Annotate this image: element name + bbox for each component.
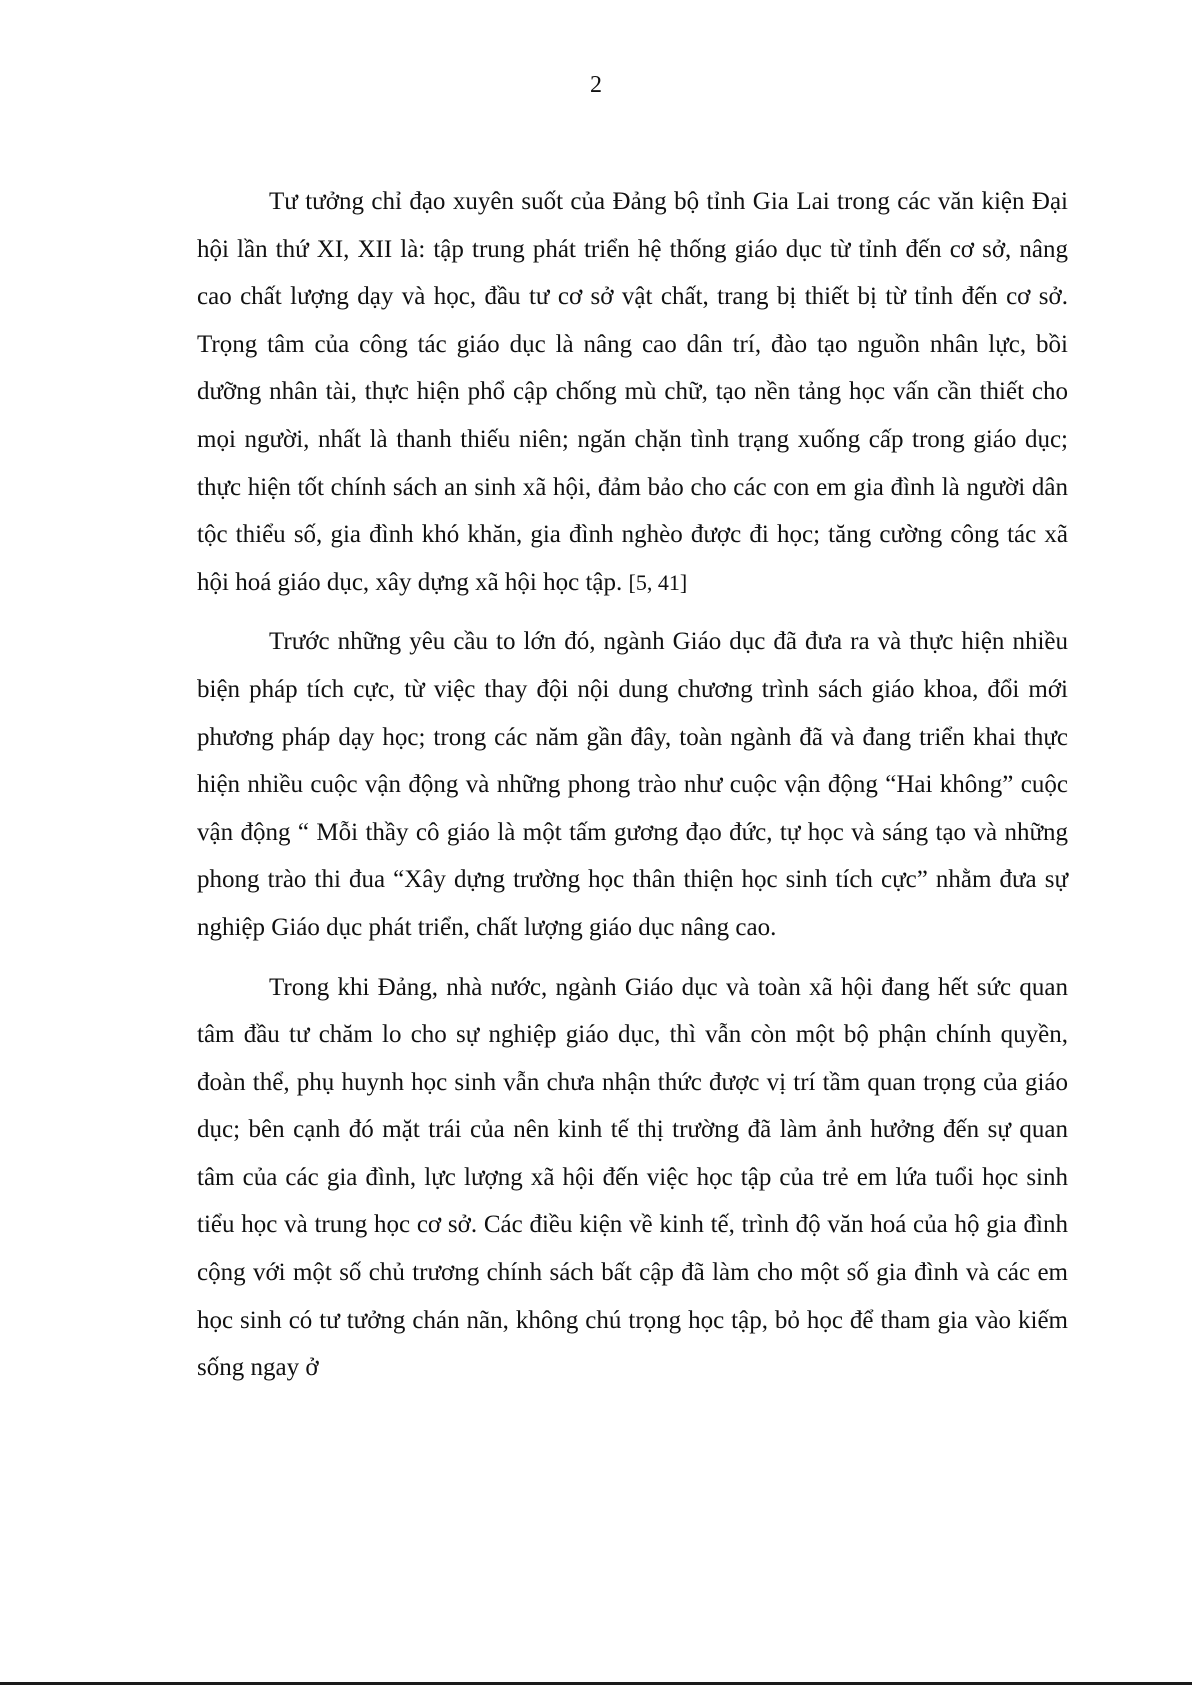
body-text [197, 178, 1068, 1404]
paragraph-1-text: Tư tưởng chỉ đạo xuyên suốt của Đảng bộ tỉnh Gia Lai trong các văn kiện Đại hội lần thứ XI, XII là: tập trung phát triển hệ thống giáo dục từ tỉnh đến cơ sở, nâng cao chất lượng dạy và học, đầu tư cơ sở vật chất, trang bị thiết bị từ tỉnh đến cơ sở. Trọng tâm của công tác giáo dục là nâng cao dân trí, đào tạo nguồn nhân lực, bồi dưỡng nhân tài, thực hiện phổ cập chống mù chữ, tạo nền tảng học vấn cần thiết cho mọi người, nhất là thanh thiếu niên; ngăn chặn tình trạng xuống cấp trong giáo dục; thực hiện tốt chính sách an sinh xã hội, đảm bảo cho các con em gia đình là người dân tộc thiểu số, gia đình khó khăn, gia đình nghèo được đi học; tăng cường công tác xã hội hoá giáo dục, xây dựng xã hội học tập. [197, 188, 1068, 596]
paragraph-2: Trước những yêu cầu to lớn đó, ngành Giáo dục đã đưa ra và thực hiện nhiều biện pháp tích cực, từ việc thay đội nội dung chương trình sách giáo khoa, đổi mới phương pháp dạy học; trong các năm gần đây, toàn ngành đã và đang triển khai thực hiện nhiều cuộc vận động và những phong trào như cuộc vận động “Hai không” cuộc vận động “ Mỗi thầy cô giáo là một tấm gương đạo đức, tự học và sáng tạo và những phong trào thi đua “Xây dựng trường học thân thiện học sinh tích cực” nhằm đưa sự nghiệp Giáo dục phát triển, chất lượng giáo dục nâng cao. [197, 628, 1068, 941]
paragraph-3: Trong khi Đảng, nhà nước, ngành Giáo dục và toàn xã hội đang hết sức quan tâm đầu tư chăm lo cho sự nghiệp giáo dục, thì vẫn còn một bộ phận chính quyền, đoàn thể, phụ huynh học sinh vẫn chưa nhận thức được vị trí tầm quan trọng của giáo dục; bên cạnh đó mặt trái của nên kinh tế thị trường đã làm ảnh hưởng đến sự quan tâm của các gia đình, lực lượng xã hội đến việc học tập của trẻ em lứa tuổi học sinh tiểu học và trung học cơ sở. Các điều kiện về kinh tế, trình độ văn hoá của hộ gia đình cộng với một số chủ trương chính sách bất cập đã làm cho một số gia đình và các em học sinh có tư tưởng chán nãn, không chú trọng học tập, bỏ học để tham gia vào kiếm sống ngay ở [197, 973, 1068, 1382]
paragraph-1 [197, 178, 1068, 606]
page-number: 2 [590, 72, 602, 98]
citation: [5, 41] [628, 569, 688, 595]
